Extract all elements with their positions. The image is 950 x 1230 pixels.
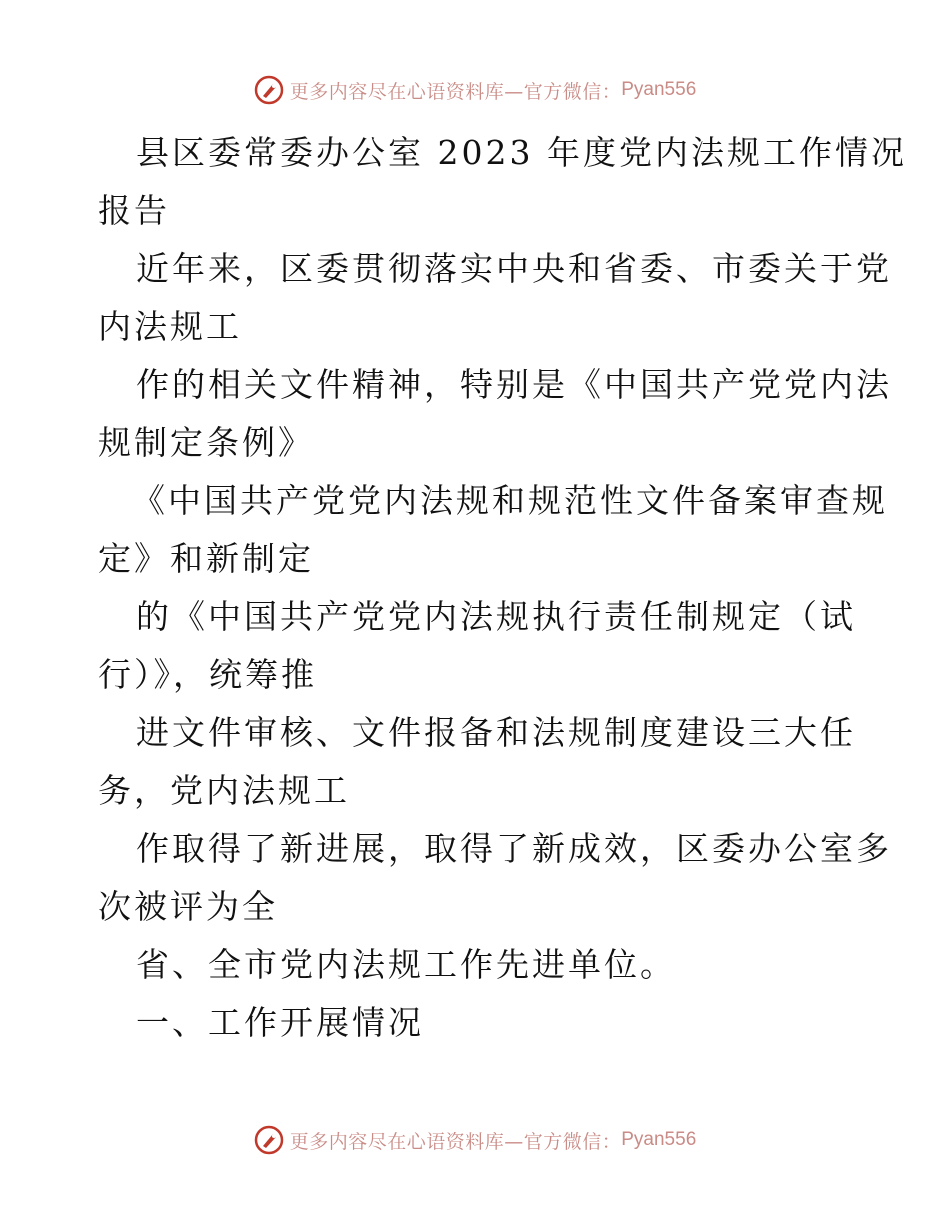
pen-nib-icon — [254, 1125, 284, 1155]
watermark-footer — [0, 1120, 950, 1160]
paragraph-line: 省、全市党内法规工作先进单位。 — [136, 945, 676, 984]
paragraph-line: 内法规工 — [98, 307, 242, 346]
paragraph-line: 作取得了新进展，取得了新成效，区委办公室多 — [136, 829, 892, 868]
paragraph-line: 《中国共产党党内法规和规范性文件备案审查规 — [132, 481, 888, 520]
paragraph-line: 近年来，区委贯彻落实中央和省委、市委关于党 — [136, 249, 892, 288]
watermark-header — [0, 70, 950, 110]
paragraph-line: 务，党内法规工 — [98, 771, 350, 810]
watermark-wechat-id: Pyan556 — [621, 1129, 697, 1150]
document-title-line-1: 县区委常委办公室 2023 年度党内法规工作情况 — [136, 133, 907, 172]
document-body — [98, 124, 907, 1052]
paragraph-line: 定》和新制定 — [98, 539, 314, 578]
paragraph-line: 进文件审核、文件报备和法规制度建设三大任 — [136, 713, 856, 752]
paragraph-line: 作的相关文件精神，特别是《中国共产党党内法 — [136, 365, 892, 404]
document-title-line-2: 报告 — [98, 191, 170, 230]
watermark-wechat-id: Pyan556 — [621, 79, 697, 100]
paragraph-line: 次被评为全 — [98, 887, 278, 926]
paragraph-line: 规制定条例》 — [98, 423, 314, 462]
pen-nib-icon — [254, 75, 284, 105]
watermark-text: 更多内容尽在心语资料库—官方微信： — [289, 80, 622, 103]
paragraph-line: 行）》，统筹推 — [98, 655, 317, 694]
paragraph-line: 的《中国共产党党内法规执行责任制规定（试 — [136, 597, 856, 636]
watermark-text: 更多内容尽在心语资料库—官方微信： — [289, 1130, 622, 1153]
section-heading: 一、工作开展情况 — [136, 1003, 424, 1042]
